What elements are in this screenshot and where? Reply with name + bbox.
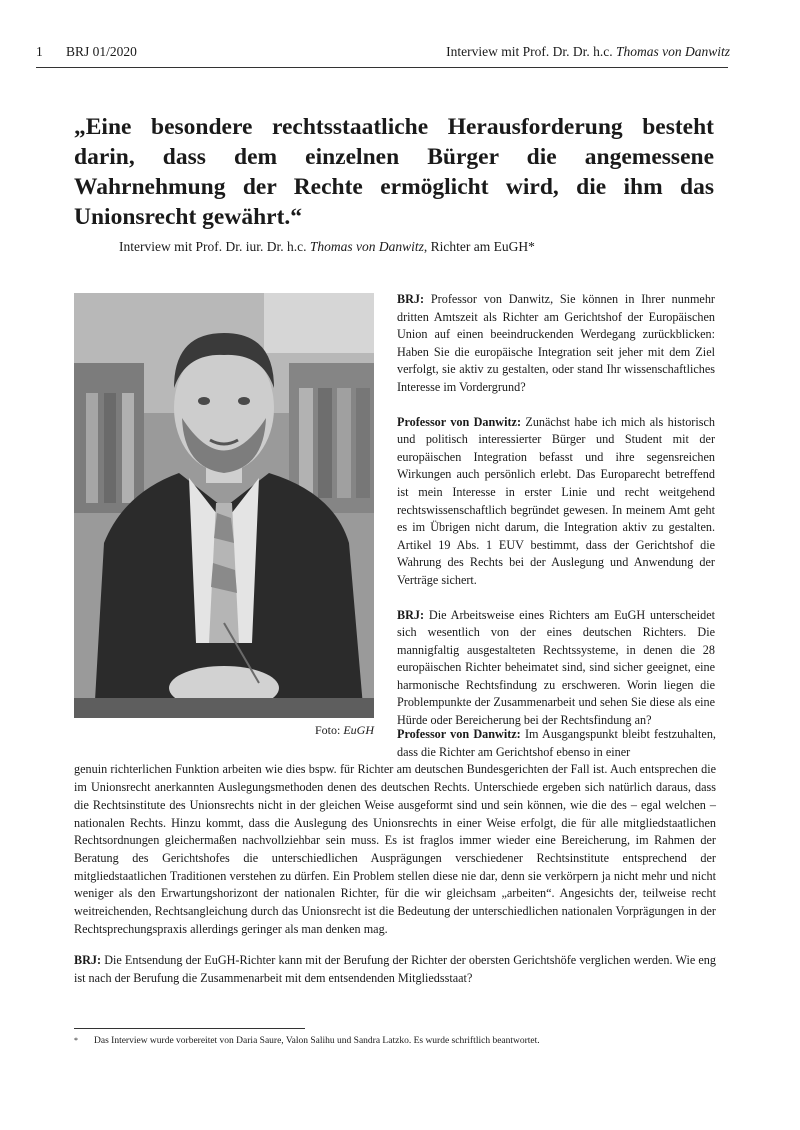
footnote-marker: * [74, 1036, 78, 1045]
caption-source: EuGH [343, 723, 374, 737]
portrait-illustration [74, 293, 374, 718]
subtitle [119, 239, 719, 255]
q1-text: Professor von Danwitz, Sie können in Ihrer nunmehr dritten Amtszeit als Richter am Gerichtshof der Europäischen Union auf einen beeindruckenden Werdegang zurückblicken: Haben Sie die europäische Integration seit jeher mit dem Ziel verfolgt, sie aktiv zu gestalten, oder stand Ihr wissenschaftliches Interesse im Vordergrund? [397, 292, 715, 394]
header-rule [36, 67, 728, 68]
full-width-text [74, 726, 716, 988]
running-title [446, 44, 730, 60]
journal-issue: BRJ 01/2020 [66, 44, 137, 59]
footnote-text: Das Interview wurde vorbereitet von Daria Saure, Valon Salihu und Sandra Latzko. Es wurde schriftlich beantwortet. [94, 1036, 540, 1046]
a2-text-line1: Im Ausgangspunkt bleibt festzuhalten, dass die Richter am Gerichtshof ebenso in einer [397, 727, 716, 759]
subtitle-prefix: Interview mit Prof. Dr. iur. Dr. h.c. [119, 239, 310, 254]
a1-speaker: Professor von Danwitz: [397, 414, 522, 429]
answer-2-first-line [74, 726, 716, 761]
q2-speaker: BRJ: [397, 607, 425, 622]
subtitle-suffix: , Richter am EuGH* [423, 239, 535, 254]
answer-2-body: genuin richterlichen Funktion arbeiten wie dies bspw. für Richter am deutschen Bundesgerichten der Fall ist. Auch entsprechen die im Unionsrecht anerkannten Auslegungsmethoden denen des deutschen Rechts. Unterschiede ergeben sich natürlich daraus, dass die Rechtsinstitute des Unionsrechts nicht in der gleichen Weise ausgeformt sind und sein können, wie die des – egal welchen – nationalen Rechts. Hinzu kommt, dass die Auslegung des Unionsrechts in einer Weise erfolgt, die für alle mitgliedstaatlichen Rechtsordnungen gleichermaßen nachvollziehbar sein muss. Es ist fraglos immer wieder eine Bereicherung, im Rahmen der Beratung des Gerichtshofes die unterschiedlichen Ausprägungen verschiedener Rechtsinstitute entsprechend der mitgliedstaatlichen Traditionen verstehen zu dürfen. Ein Problem stellen diese nie dar, denn sie verkörpern ja nicht mehr und nicht weniger als den Erwartungshorizont der nationalen Richter, für die wir gleichsam „arbeiten“. Angesichts der, teilweise recht weitreichenden, Rechtsangleichung durch das Unionsrecht ist die Bedeutung der unterschiedlichen nationalen Vorprägungen in der Rechtsprechungspraxis allerdings geringer als man denken mag. [74, 762, 716, 936]
subtitle-name: Thomas von Danwitz [309, 239, 424, 254]
footnote [74, 1036, 714, 1046]
running-title-prefix: Interview mit Prof. Dr. Dr. h.c. [446, 44, 616, 59]
running-header [36, 44, 730, 64]
question-3 [74, 952, 716, 987]
a2-speaker: Professor von Danwitz: [397, 727, 521, 741]
right-column [397, 291, 715, 747]
page-number: 1 [36, 44, 43, 59]
running-title-name: Thomas von Danwitz [615, 44, 730, 59]
q3-text: Die Entsendung der EuGH-Richter kann mit der Berufung der Richter der obersten Gerichtshöfe verglichen werden. Wie eng ist nach der Berufung die Zusammenarbeit mit dem entsendenden Mitgliedsstaat? [74, 953, 716, 986]
portrait-photo [74, 293, 374, 718]
q1-speaker: BRJ: [397, 292, 425, 306]
q3-speaker: BRJ: [74, 953, 102, 968]
footnote-rule [74, 1028, 305, 1029]
caption-prefix: Foto: [314, 723, 344, 737]
question-2 [397, 607, 715, 730]
q2-text: Die Arbeitsweise eines Richters am EuGH unterscheidet sich wesentlich von der eines deutschen Richters. Die mannigfaltig ausgestalteten Rechtssysteme, in denen die 28 europäischen Richter beheimatet sind, sind sicher geeignet, eine harmonische Rechtsfindung zu erschweren. Worin liegen die Problempunkte der Zusammenarbeit und sehen Sie diese als eine Hürde oder Bereicherung bei der Rechtsfindung an? [397, 607, 715, 728]
question-1 [397, 291, 715, 397]
title-quote: „Eine besondere rechtsstaatliche Herausforderung besteht darin, dass dem einzelnen Bürger die angemessene Wahrnehmung der Rechte ermöglicht wird, die ihm das Unionsrecht gewährt.“ [74, 114, 714, 230]
answer-1 [397, 414, 715, 590]
a1-text: Zunächst habe ich mich als historisch und politisch interessierter Bürger und Student mit der europäischen Integration befasst und ihre segensreichen Wirkungen auch persönlich erlebt. Das Europarecht betreffend ist mein Interesse in erster Linie und recht weitgehend rechtswissenschaftlich begründet gewesen. In meinem Amt geht es im Übrigen nicht darum, die Integration aktiv zu gestalten. Artikel 19 Abs. 1 EUV bestimmt, dass der Gerichtshof die Wahrung des Rechts bei der Auslegung und Anwendung der Verträge sichert. [397, 414, 715, 587]
